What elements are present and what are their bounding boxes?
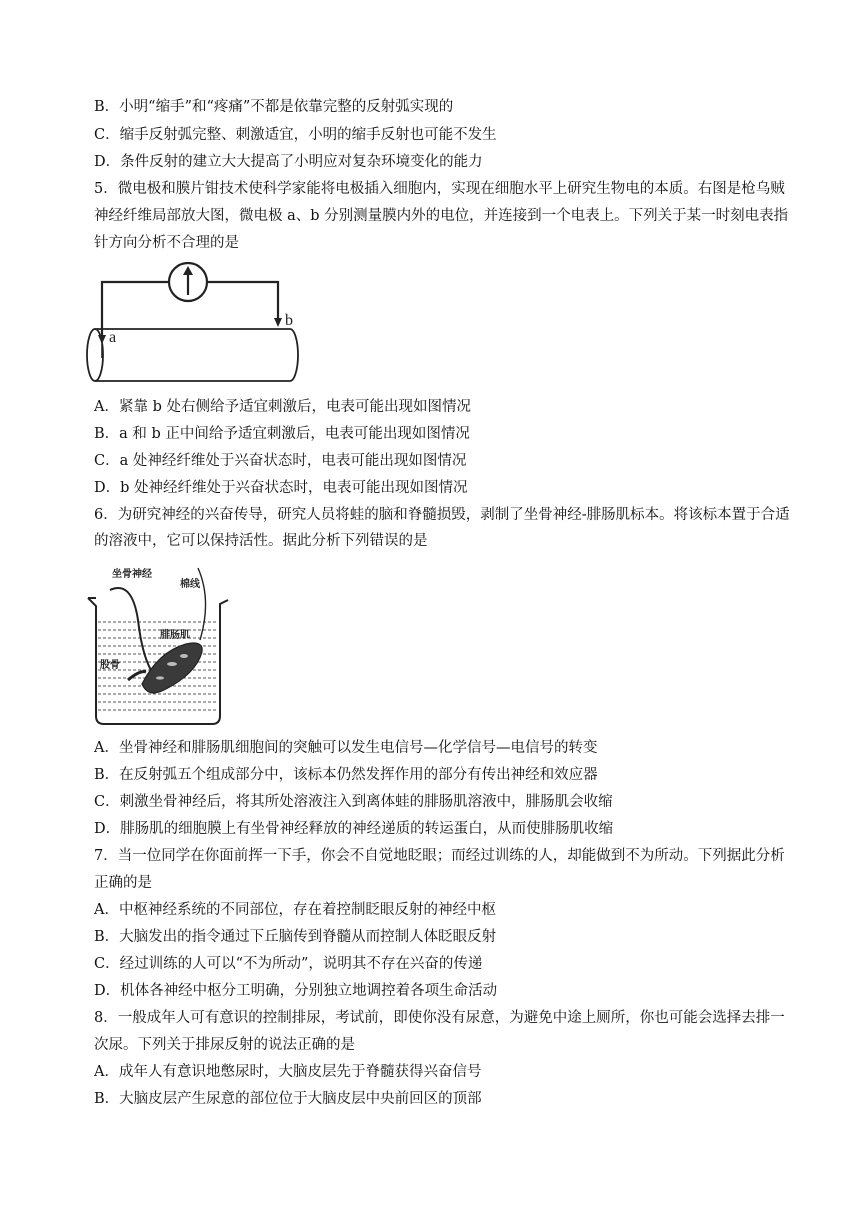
q7-stem-line2: 正确的是 — [94, 875, 152, 891]
electrode-b-arrow-icon — [274, 318, 282, 327]
electrode-b-label: b — [285, 312, 293, 329]
q6-stem-line2: 的溶液中，它可以保持活性。据此分析下列错误的是 — [94, 533, 428, 549]
q4-option-c: C．缩手反射弧完整、刺激适宜，小明的缩手反射也可能不发生 — [94, 127, 497, 143]
electrode-a-label: a — [109, 329, 117, 346]
gastrocnemius-label: 腓肠肌 — [160, 630, 190, 641]
q5-option-b: B．a 和 b 正中间给予适宜刺激后，电表可能出现如图情况 — [94, 426, 470, 442]
q4-option-d: D．条件反射的建立大大提高了小明应对复杂环境变化的能力 — [94, 154, 483, 170]
sciatic-nerve-label: 坐骨神经 — [112, 569, 152, 580]
q6-option-b: B．在反射弧五个组成部分中，该标本仍然发挥作用的部分有传出神经和效应器 — [94, 767, 598, 783]
q5-option-a: A．紧靠 b 处右侧给予适宜刺激后，电表可能出现如图情况 — [94, 399, 471, 415]
q8-option-b: B．大脑皮层产生尿意的部位位于大脑皮层中央前回区的顶部 — [94, 1091, 482, 1107]
q7-option-b: B．大脑发出的指令通过下丘脑传到脊髓从而控制人体眨眼反射 — [94, 929, 497, 945]
nerve-fiber-cylinder — [95, 329, 298, 381]
gastrocnemius-muscle — [142, 643, 202, 693]
q6-stem-line1: 6．为研究神经的兴奋传导，研究人员将蛙的脑和脊髓损毁，剥制了坐骨神经-腓肠肌标本。将该标本置于合适 — [94, 507, 790, 523]
q7-option-c: C．经过训练的人可以“不为所动”，说明其不存在兴奋的传递 — [94, 956, 483, 972]
q8-stem-line2: 次尿。下列关于排尿反射的说法正确的是 — [94, 1037, 355, 1053]
q8-option-a: A．成年人有意识地憋尿时，大脑皮层先于脊髓获得兴奋信号 — [94, 1064, 482, 1080]
q7-option-d: D．机体各神经中枢分工明确，分别独立地调控着各项生命活动 — [94, 983, 498, 999]
q8-stem-line1: 8．一般成年人可有意识的控制排尿，考试前，即使你没有尿意，为避免中途上厕所，你也可能会选择去排一 — [94, 1010, 785, 1026]
q5-option-c: C．a 处神经纤维处于兴奋状态时，电表可能出现如图情况 — [94, 453, 467, 469]
q5-option-d: D．b 处神经纤维处于兴奋状态时，电表可能出现如图情况 — [94, 480, 468, 496]
nerve-fiber-galvanometer-figure — [78, 262, 308, 386]
q6-option-a: A．坐骨神经和腓肠肌细胞间的突触可以发生电信号—化学信号—电信号的转变 — [94, 740, 598, 756]
q5-stem-line1: 5．微电极和膜片钳技术使科学家能将电极插入细胞内，实现在细胞水平上研究生物电的本质。右图是枪乌贼 — [94, 181, 785, 197]
femur-label: 股骨 — [100, 660, 120, 671]
q6-option-c: C．刺激坐骨神经后，将其所处溶液注入到离体蛙的腓肠肌溶液中，腓肠肌会收缩 — [94, 794, 613, 810]
cotton-thread-label: 棉线 — [180, 579, 200, 590]
q7-option-a: A．中枢神经系统的不同部位，存在着控制眨眼反射的神经中枢 — [94, 902, 496, 918]
q5-stem-line2: 神经纤维局部放大图，微电极 a、b 分别测量膜内外的电位，并连接到一个电表上。下列关于某一时刻电表指 — [94, 208, 789, 224]
q4-option-b: B．小明“缩手”和“疼痛”不都是依靠完整的反射弧实现的 — [94, 99, 454, 115]
nerve-muscle-specimen-figure — [80, 560, 240, 730]
q6-option-d: D．腓肠肌的细胞膜上有坐骨神经释放的神经递质的转运蛋白，从而使腓肠肌收缩 — [94, 821, 614, 837]
q5-stem-line3: 针方向分析不合理的是 — [94, 235, 239, 251]
q7-stem-line1: 7．当一位同学在你面前挥一下手，你会不自觉地眨眼；而经过训练的人，却能做到不为所动。下列据此分析 — [94, 848, 785, 864]
